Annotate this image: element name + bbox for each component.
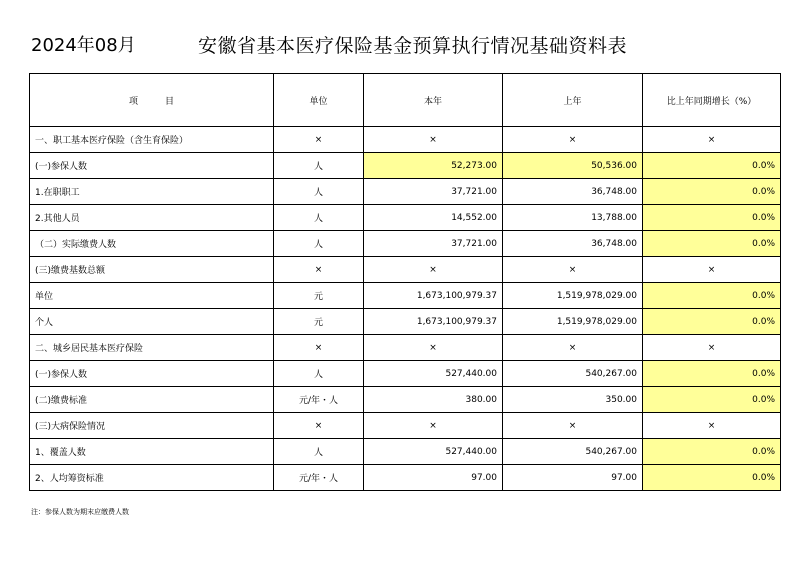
row-growth: 0.0% <box>643 179 781 205</box>
table-row <box>30 465 781 491</box>
table-row <box>30 439 781 465</box>
report-title: 安徽省基本医疗保险基金预算执行情况基础资料表 <box>198 35 628 57</box>
row-item: 1.在职职工 <box>30 179 274 205</box>
row-current: 527,440.00 <box>364 361 503 387</box>
row-current: 14,552.00 <box>364 205 503 231</box>
row-item: 个人 <box>30 309 274 335</box>
col-header-unit: 单位 <box>274 74 364 127</box>
col-header-previous: 上年 <box>503 74 643 127</box>
budget-table <box>29 73 781 491</box>
row-item: (三)大病保险情况 <box>30 413 274 439</box>
table-row <box>30 153 781 179</box>
row-item: 二、城乡居民基本医疗保险 <box>30 335 274 361</box>
row-unit: 人 <box>274 439 364 465</box>
footnote: 注：参保人数为期末应缴费人数 <box>31 508 129 516</box>
row-growth: × <box>643 335 781 361</box>
row-previous: × <box>503 127 643 153</box>
table-row <box>30 257 781 283</box>
row-growth: 0.0% <box>643 361 781 387</box>
row-growth: 0.0% <box>643 153 781 179</box>
row-current: 37,721.00 <box>364 179 503 205</box>
row-previous: × <box>503 257 643 283</box>
row-previous: 350.00 <box>503 387 643 413</box>
row-current: 97.00 <box>364 465 503 491</box>
row-current: 52,273.00 <box>364 153 503 179</box>
col-header-current: 本年 <box>364 74 503 127</box>
table-row <box>30 361 781 387</box>
row-current: 380.00 <box>364 387 503 413</box>
row-item: 2、人均筹资标准 <box>30 465 274 491</box>
row-current: × <box>364 127 503 153</box>
row-growth: × <box>643 413 781 439</box>
row-previous: 540,267.00 <box>503 361 643 387</box>
table-row <box>30 231 781 257</box>
table-row <box>30 127 781 153</box>
report-date: 2024年08月 <box>31 35 136 56</box>
table-row <box>30 413 781 439</box>
row-item: (三)缴费基数总额 <box>30 257 274 283</box>
row-item: (一)参保人数 <box>30 361 274 387</box>
table-row <box>30 179 781 205</box>
row-previous: 36,748.00 <box>503 231 643 257</box>
row-growth: 0.0% <box>643 309 781 335</box>
row-unit: 元/年・人 <box>274 465 364 491</box>
row-previous: 13,788.00 <box>503 205 643 231</box>
row-current: × <box>364 335 503 361</box>
row-unit: 人 <box>274 205 364 231</box>
row-unit: 元 <box>274 283 364 309</box>
row-item: 2.其他人员 <box>30 205 274 231</box>
row-item: （二）实际缴费人数 <box>30 231 274 257</box>
col-header-item: 项 目 <box>30 74 274 127</box>
row-growth: × <box>643 127 781 153</box>
row-previous: × <box>503 413 643 439</box>
row-unit: 人 <box>274 153 364 179</box>
row-unit: × <box>274 335 364 361</box>
header-row <box>30 74 781 127</box>
row-unit: 元/年・人 <box>274 387 364 413</box>
row-growth: 0.0% <box>643 439 781 465</box>
row-item: 1、覆盖人数 <box>30 439 274 465</box>
table-row <box>30 387 781 413</box>
row-current: 1,673,100,979.37 <box>364 309 503 335</box>
row-previous: 1,519,978,029.00 <box>503 283 643 309</box>
table-row <box>30 309 781 335</box>
row-previous: 97.00 <box>503 465 643 491</box>
row-current: 1,673,100,979.37 <box>364 283 503 309</box>
table-row <box>30 283 781 309</box>
row-growth: × <box>643 257 781 283</box>
row-item: (二)缴费标准 <box>30 387 274 413</box>
row-unit: 人 <box>274 231 364 257</box>
row-item: 一、职工基本医疗保险（含生育保险） <box>30 127 274 153</box>
row-current: 37,721.00 <box>364 231 503 257</box>
row-item: 单位 <box>30 283 274 309</box>
row-growth: 0.0% <box>643 387 781 413</box>
row-unit: × <box>274 257 364 283</box>
row-current: × <box>364 257 503 283</box>
row-item: (一)参保人数 <box>30 153 274 179</box>
col-header-growth: 比上年同期增长（%） <box>643 74 781 127</box>
row-previous: 50,536.00 <box>503 153 643 179</box>
row-current: 527,440.00 <box>364 439 503 465</box>
row-current: × <box>364 413 503 439</box>
row-growth: 0.0% <box>643 465 781 491</box>
row-unit: 人 <box>274 361 364 387</box>
table-row <box>30 205 781 231</box>
row-growth: 0.0% <box>643 205 781 231</box>
row-previous: 540,267.00 <box>503 439 643 465</box>
row-previous: 1,519,978,029.00 <box>503 309 643 335</box>
row-growth: 0.0% <box>643 283 781 309</box>
table-row <box>30 335 781 361</box>
row-previous: × <box>503 335 643 361</box>
row-growth: 0.0% <box>643 231 781 257</box>
row-unit: × <box>274 413 364 439</box>
row-previous: 36,748.00 <box>503 179 643 205</box>
row-unit: × <box>274 127 364 153</box>
row-unit: 人 <box>274 179 364 205</box>
row-unit: 元 <box>274 309 364 335</box>
